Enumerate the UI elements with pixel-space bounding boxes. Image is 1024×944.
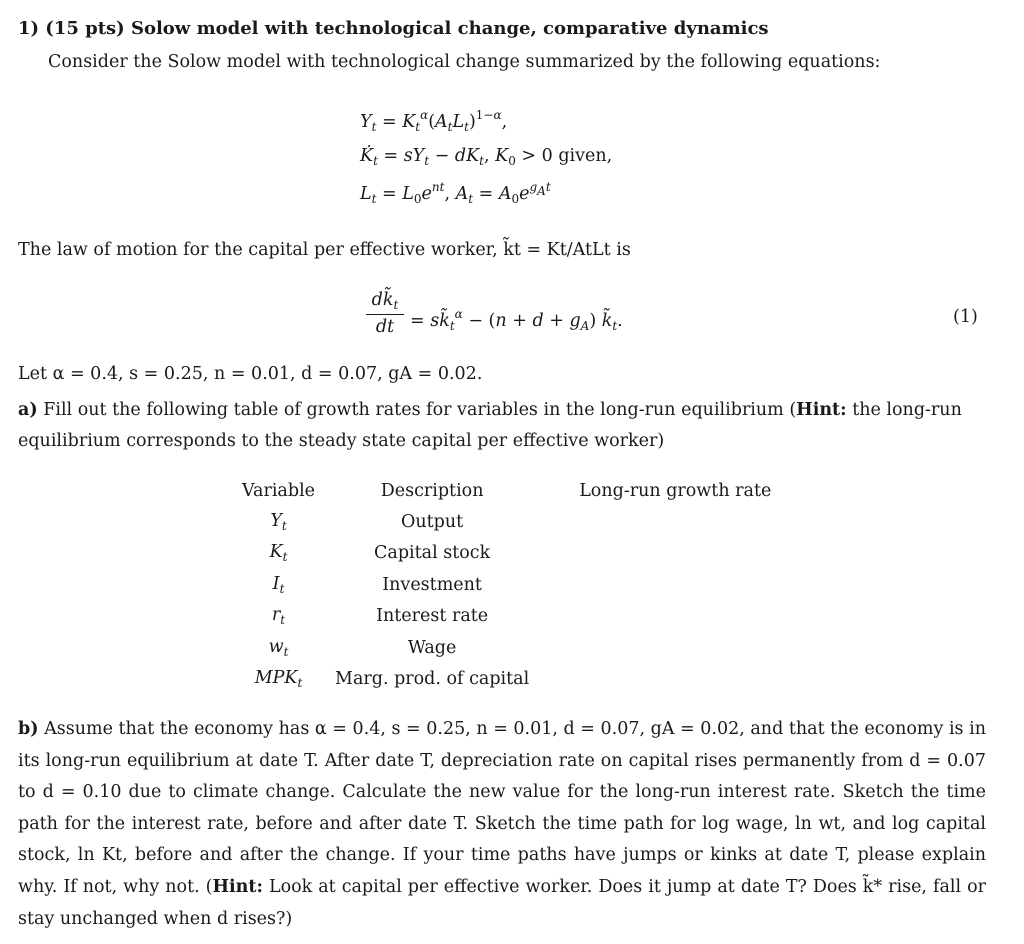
table-cell-description: Output [401,511,464,532]
table-cell-variable: $Y_t$ [270,510,287,533]
table-cell-variable: $w_t$ [268,636,289,659]
table-row [232,601,781,633]
equation-production: $Y_t = K_t^\alpha(A_tL_t)^{1-\alpha}$, [360,108,508,134]
table-cell-variable: $K_t$ [269,542,288,565]
table-cell-rate [539,632,781,664]
part-a-text [18,395,993,457]
part-a-text-1: Fill out the following table of growth rates for variables in the long-run equilibrium ( [43,400,797,420]
table-cell-description: Investment [382,574,482,595]
table-cell-description: Wage [407,637,457,658]
table-cell-description: Marg. prod. of capital [335,669,530,690]
table-row [232,664,781,696]
growth-rate-table [232,476,781,695]
table-cell-description: Interest rate [376,606,489,627]
table-row [232,632,781,664]
part-b-hint-label: Hint: [212,876,263,897]
part-b-label: b) [18,719,39,739]
table-header-description: Description [380,481,484,501]
table-cell-variable: $I_t$ [272,573,285,596]
table-cell-rate [539,538,781,570]
equation-number: (1) [953,307,978,327]
part-a-label: a) [18,400,38,420]
problem-heading: 1) (15 pts) Solow model with technological change, comparative dynamics [18,18,769,39]
equation-capital: $K̇_t = sY_t - dK_t$, $K_0 > 0$ given, [360,146,613,168]
table-cell-description: Capital stock [374,543,491,564]
table-cell-rate [539,506,781,538]
table-header-variable: Variable [242,481,316,501]
parameters-line: Let α = 0.4, s = 0.25, n = 0.01, d = 0.07, gA = 0.02. [18,364,483,384]
law-of-motion-text: The law of motion for the capital per effective worker, k̃t = Kt/AtLt is [18,240,631,260]
law-of-motion-fraction: $\frac{dk̃_t}{dt}$ [366,290,404,337]
table-cell-variable: $r_t$ [271,605,286,628]
table-header-growth-rate: Long-run growth rate [579,481,772,501]
part-b-text [18,714,986,935]
table-row [232,538,781,570]
part-b-text-2: Look at capital per effective worker. Does it jump at date T? Does k̃* rise, fall or stay unchanged when d rises?) [18,876,986,929]
part-a-text-2: the long-run equilibrium corresponds to the steady state capital per effective worker) [18,400,962,451]
part-a-hint-label: Hint: [796,400,847,420]
problem-intro: Consider the Solow model with technological change summarized by the following equations: [48,52,881,72]
table-cell-rate [539,569,781,601]
table-cell-variable: $MPK_t$ [254,668,303,691]
table-row [232,569,781,601]
part-b-text-1: Assume that the economy has α = 0.4, s = 0.25, n = 0.01, d = 0.07, gA = 0.02, and that the economy is in its long-run equilibrium at date T. After date T, depreciation rate on capital rises permanently from d = 0.07 to d = 0.10 due to climate change. Calculate the new value for the long-run interest rate. Sketch the time path for the interest rate, before and after date T. Sketch the time path for log wage, ln wt, and log capital stock, ln Kt, before and after the change. If your time paths have jumps or kinks at date T, please explain why. If not, why not. ( [18,719,986,897]
equation-labor-tech: $L_t = L_0e^{nt}$, $A_t = A_0e^{g_At}$ [360,180,551,206]
table-row [232,506,781,538]
table-cell-rate [539,664,781,696]
law-of-motion-rhs: = $sk̃_t^\alpha - (n + d + g_A)$ $k̃_t$. [410,307,623,333]
table-cell-rate [539,601,781,633]
